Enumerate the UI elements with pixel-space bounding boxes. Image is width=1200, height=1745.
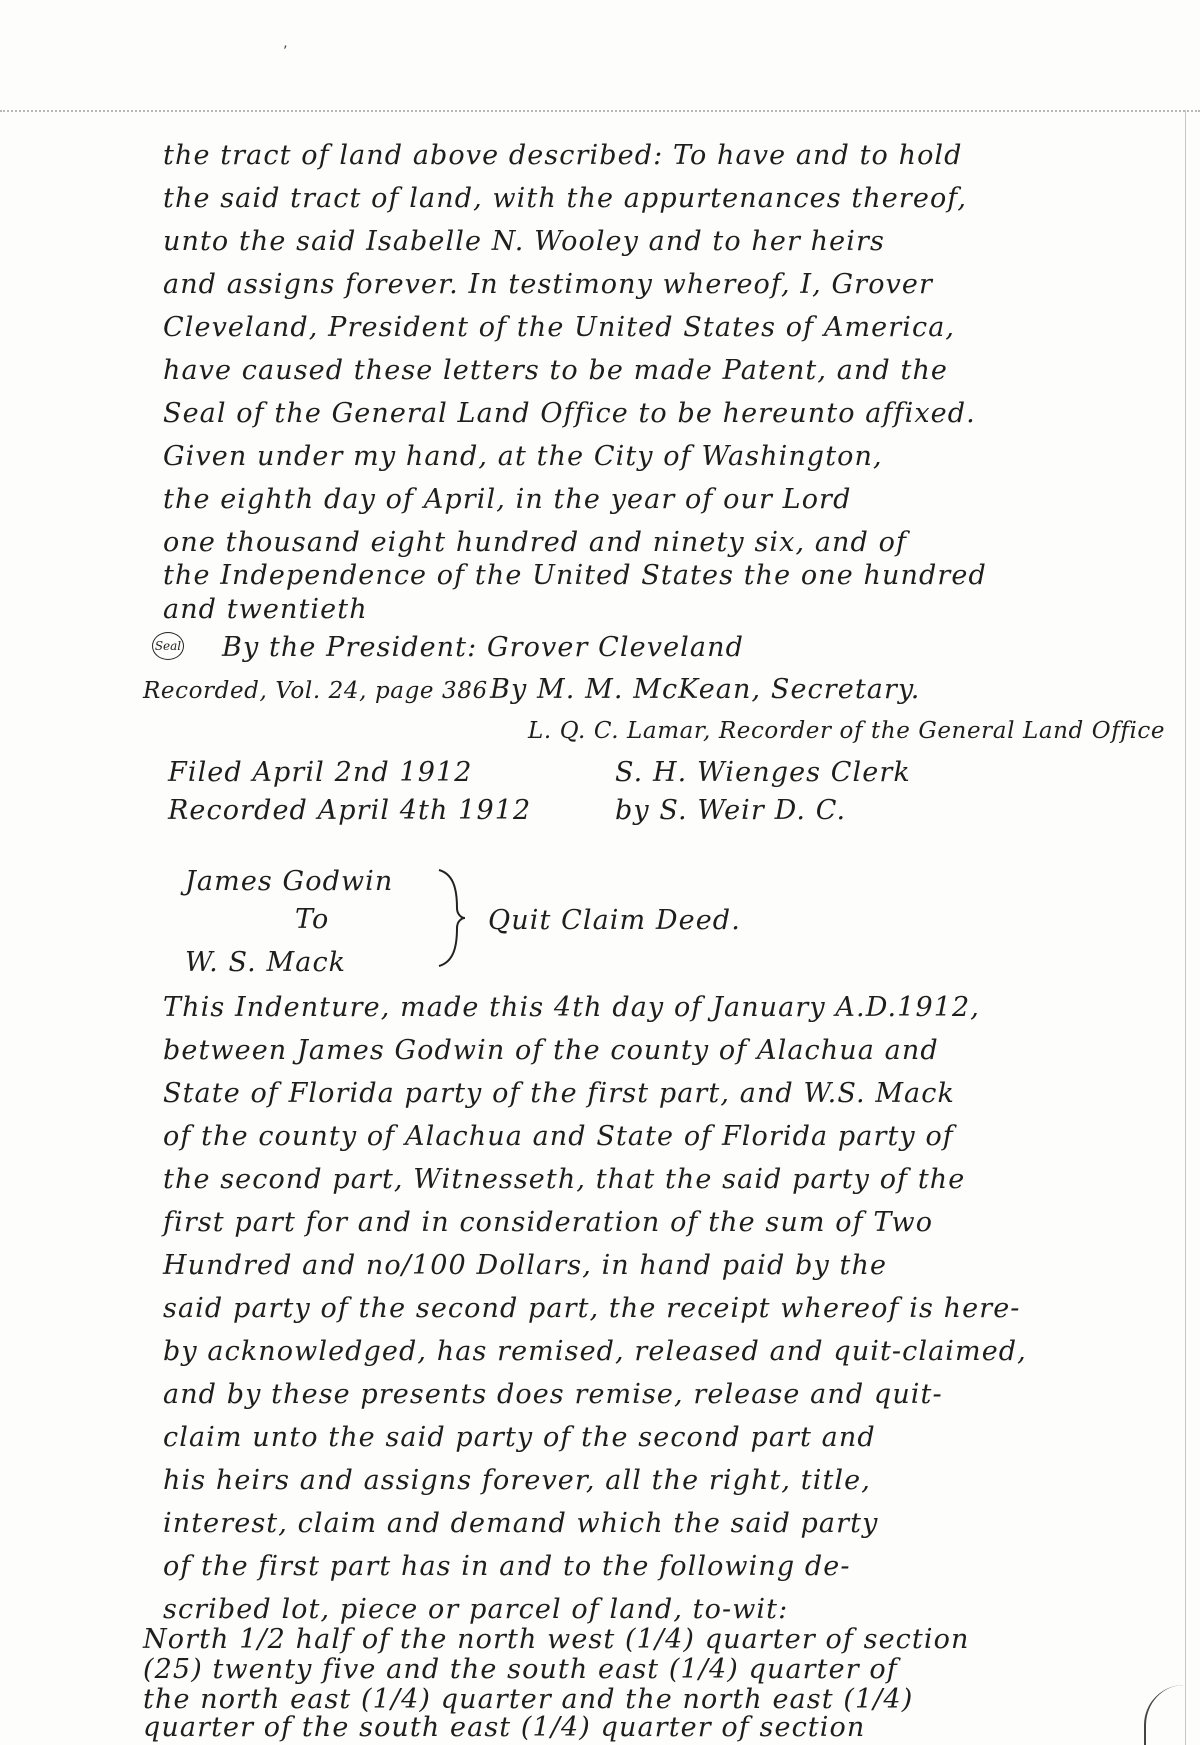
patent-line: the tract of land above described: To have and to hold	[163, 140, 963, 171]
president-signature: By the President: Grover Cleveland	[222, 632, 744, 663]
deed-line: claim unto the said party of the second part and	[163, 1422, 876, 1453]
page-corner-curl	[1144, 1685, 1186, 1745]
deed-line: interest, claim and demand which the said party	[163, 1508, 879, 1539]
deed-line: State of Florida party of the first part, and W.S. Mack	[163, 1078, 955, 1109]
patent-line: one thousand eight hundred and ninety six, and of	[163, 527, 908, 558]
deed-type: Quit Claim Deed.	[488, 905, 741, 936]
deed-line: his heirs and assigns forever, all the right, title,	[163, 1465, 871, 1496]
deed-line: This Indenture, made this 4th day of January A.D.1912,	[163, 992, 980, 1023]
deed-line: the north east (1/4) quarter and the north east (1/4)	[143, 1684, 914, 1715]
filed-date: Filed April 2nd 1912	[168, 757, 473, 788]
secretary-signature: By M. M. McKean, Secretary.	[490, 674, 921, 705]
recorded-volume: Recorded, Vol. 24, page 386	[143, 678, 488, 704]
deed-line: of the first part has in and to the following de-	[163, 1551, 851, 1582]
patent-line: the said tract of land, with the appurtenances thereof,	[163, 183, 968, 214]
deed-line: and by these presents does remise, release and quit-	[163, 1379, 943, 1410]
patent-line: Cleveland, President of the United States of America,	[163, 312, 956, 343]
deed-line: North 1/2 half of the north west (1/4) quarter of section	[143, 1624, 970, 1655]
patent-line: the Independence of the United States the one hundred	[163, 560, 987, 591]
recorded-date: Recorded April 4th 1912	[168, 795, 532, 826]
deed-to-label: To	[295, 904, 330, 935]
pen-mark: ’	[283, 44, 288, 60]
deed-line: of the county of Alachua and State of Florida party of	[163, 1121, 954, 1152]
deed-line: between James Godwin of the county of Alachua and	[163, 1035, 939, 1066]
deputy-clerk-signature: by S. Weir D. C.	[615, 795, 847, 826]
clerk-signature: S. H. Wienges Clerk	[615, 757, 911, 788]
deed-line: first part for and in consideration of the sum of Two	[163, 1207, 934, 1238]
recorder-signature: L. Q. C. Lamar, Recorder of the General Land Office	[528, 718, 1166, 744]
patent-line: and assigns forever. In testimony whereof, I, Grover	[163, 269, 933, 300]
patent-line: the eighth day of April, in the year of our Lord	[163, 484, 852, 515]
patent-line: Seal of the General Land Office to be hereunto affixed.	[163, 398, 976, 429]
patent-line: unto the said Isabelle N. Wooley and to her heirs	[163, 226, 885, 257]
patent-line: and twentieth	[163, 594, 368, 625]
curly-brace-icon	[435, 868, 467, 968]
page-top-border	[0, 110, 1200, 112]
deed-line: (25) twenty five and the south east (1/4) quarter of	[143, 1654, 898, 1685]
deed-line: Hundred and no/100 Dollars, in hand paid by the	[163, 1250, 888, 1281]
deed-line: scribed lot, piece or parcel of land, to-wit:	[163, 1594, 789, 1625]
page-right-border	[1185, 110, 1186, 1745]
deed-grantor: James Godwin	[185, 866, 394, 897]
deed-grantee: W. S. Mack	[185, 947, 347, 978]
deed-line: quarter of the south east (1/4) quarter of section	[143, 1712, 866, 1743]
seal-stamp-icon: Seal	[152, 632, 184, 660]
deed-line: by acknowledged, has remised, released and quit-claimed,	[163, 1336, 1027, 1367]
deed-line: said party of the second part, the receipt whereof is here-	[163, 1293, 1021, 1324]
deed-line: the second part, Witnesseth, that the said party of the	[163, 1164, 966, 1195]
patent-line: Given under my hand, at the City of Washington,	[163, 441, 883, 472]
patent-line: have caused these letters to be made Patent, and the	[163, 355, 949, 386]
